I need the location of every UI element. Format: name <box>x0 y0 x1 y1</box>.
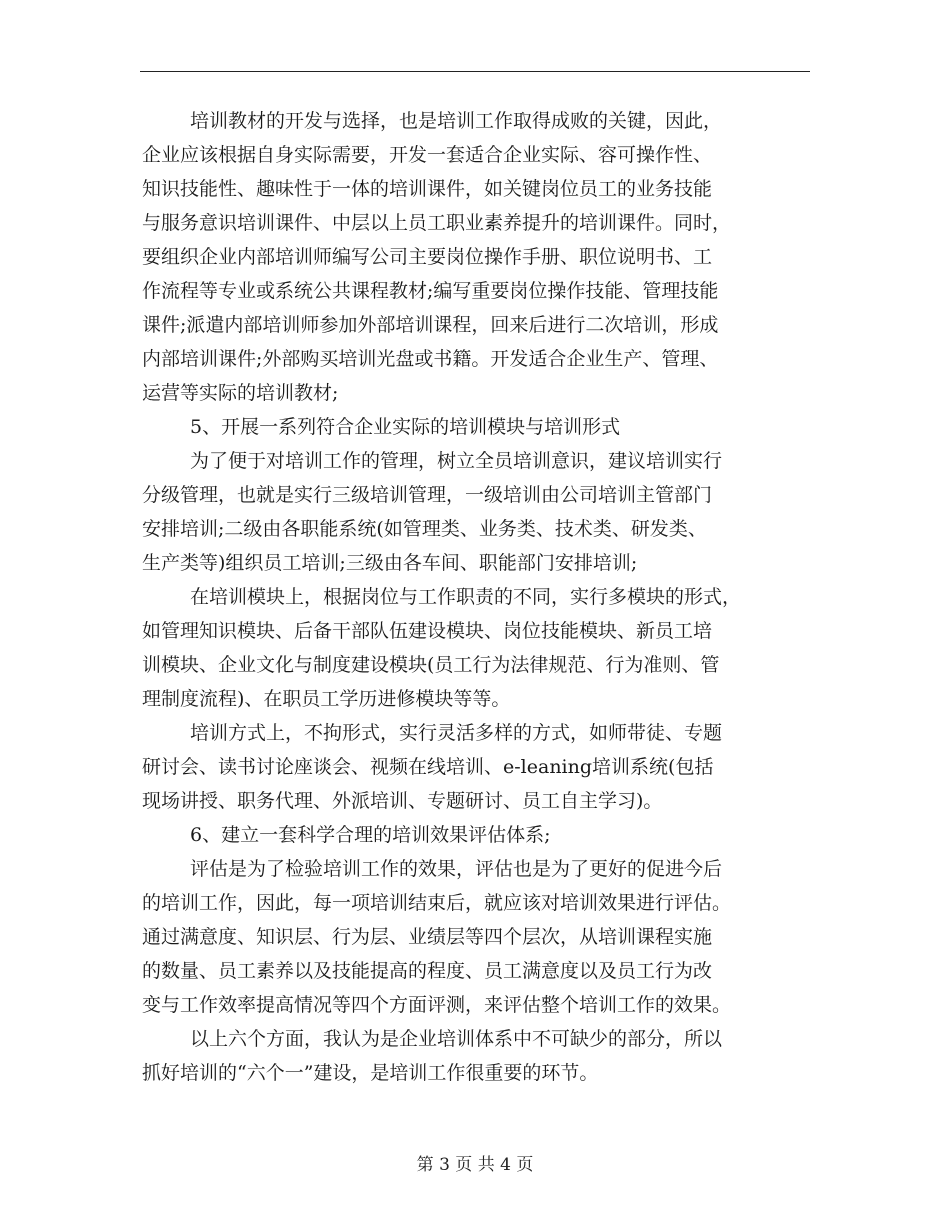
text-line: 为了便于对培训工作的管理，树立全员培训意识，建议培训实行 <box>190 450 723 472</box>
text-line: 企业应该根据自身实际需要，开发一套适合企业实际、容可操作性、 <box>142 144 713 166</box>
text-line: 生产类等)组织员工培训;三级由各车间、职能部门安排培训; <box>142 552 638 574</box>
document-body <box>142 104 812 1090</box>
text-line: 研讨会、读书讨论座谈会、视频在线培训、e-leaning培训系统(包括 <box>142 756 714 778</box>
text-line: 与服务意识培训课件、中层以上员工职业素养提升的培训课件。同时， <box>142 212 732 234</box>
text-line: 课件;派遣内部培训师参加外部培训课程，回来后进行二次培训，形成 <box>142 314 719 336</box>
header-rule <box>140 71 810 72</box>
text-line: 培训教材的开发与选择，也是培训工作取得成败的关键，因此， <box>190 110 723 132</box>
text-line: 在培训模块上，根据岗位与工作职责的不同，实行多模块的形式， <box>190 586 742 608</box>
text-line: 评估是为了检验培训工作的效果，评估也是为了更好的促进今后 <box>190 858 723 880</box>
page-footer: 第 3 页 共 4 页 <box>416 1155 534 1175</box>
text-line: 6、建立一套科学合理的培训效果评估体系; <box>190 824 551 846</box>
text-line: 抓好培训的“六个一”建设，是培训工作很重要的环节。 <box>142 1062 599 1084</box>
text-line: 5、开展一系列符合企业实际的培训模块与培训形式 <box>190 416 621 438</box>
text-line: 内部培训课件;外部购买培训光盘或书籍。开发适合企业生产、管理、 <box>142 348 719 370</box>
text-line: 变与工作效率提高情况等四个方面评测，来评估整个培训工作的效果。 <box>142 994 732 1016</box>
text-line: 作流程等专业或系统公共课程教材;编写重要岗位操作技能、管理技能 <box>142 280 719 302</box>
text-line: 通过满意度、知识层、行为层、业绩层等四个层次，从培训课程实施 <box>142 926 713 948</box>
text-line: 运营等实际的培训教材; <box>142 382 339 404</box>
text-line: 安排培训;二级由各职能系统(如管理类、业务类、技术类、研发类、 <box>142 518 707 540</box>
text-line: 的培训工作，因此，每一项培训结束后，就应该对培训效果进行评估。 <box>142 892 732 914</box>
text-line: 以上六个方面，我认为是企业培训体系中不可缺少的部分，所以 <box>190 1028 723 1050</box>
text-line: 知识技能性、趣味性于一体的培训课件，如关键岗位员工的业务技能 <box>142 178 713 200</box>
text-line: 现场讲授、职务代理、外派培训、专题研讨、员工自主学习)。 <box>142 790 663 812</box>
text-line: 的数量、员工素养以及技能提高的程度、员工满意度以及员工行为改 <box>142 960 713 982</box>
text-line: 分级管理，也就是实行三级培训管理，一级培训由公司培训主管部门 <box>142 484 713 506</box>
text-line: 理制度流程)、在职员工学历进修模块等等。 <box>142 688 511 710</box>
text-line: 培训方式上，不拘形式，实行灵活多样的方式，如师带徒、专题 <box>190 722 723 744</box>
text-line: 要组织企业内部培训师编写公司主要岗位操作手册、职位说明书、工 <box>142 246 713 268</box>
text-line: 如管理知识模块、后备干部队伍建设模块、岗位技能模块、新员工培 <box>142 620 713 642</box>
text-line: 训模块、企业文化与制度建设模块(员工行为法律规范、行为准则、管 <box>142 654 720 676</box>
